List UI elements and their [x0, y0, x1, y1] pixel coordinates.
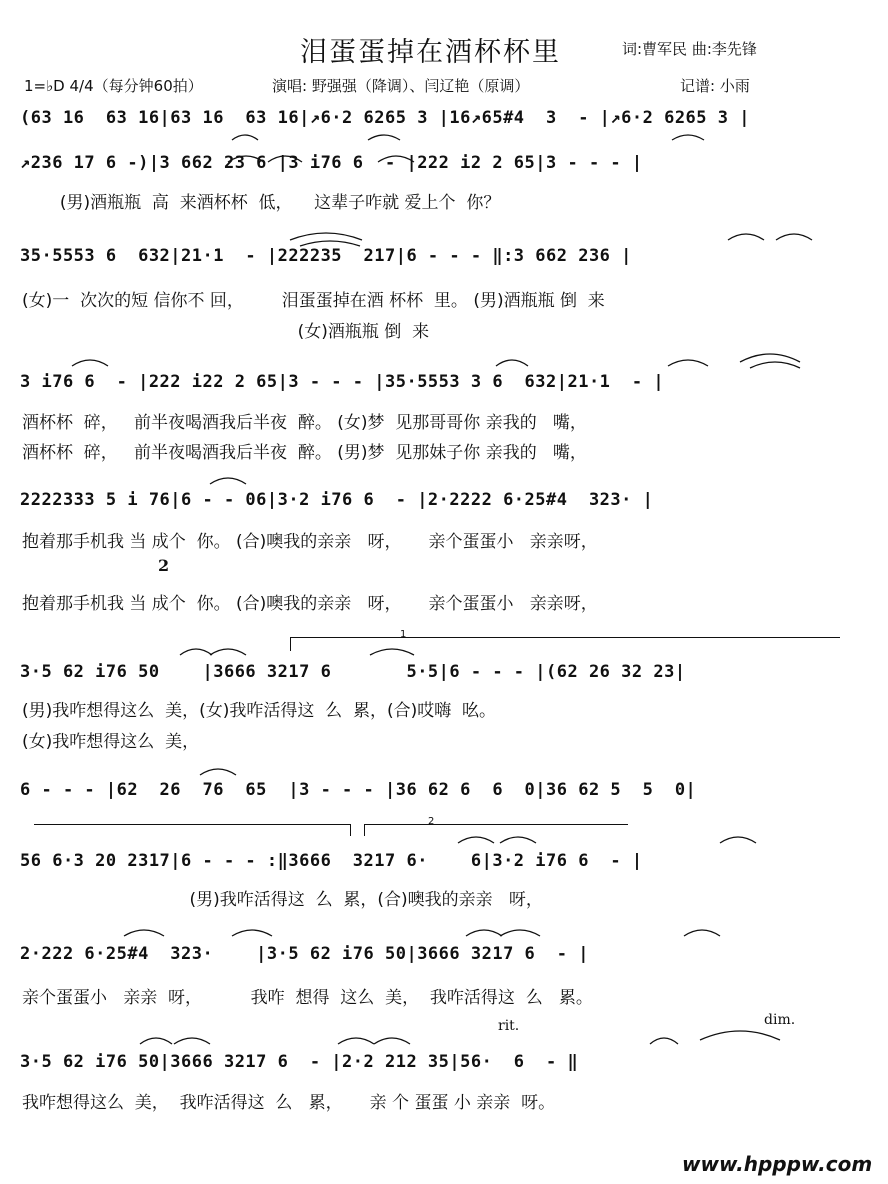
slur [496, 360, 528, 366]
slur [500, 930, 540, 936]
notation-line-7: 6 - - - |62 26 76 65 |3 - - - |36 62 6 6 0|36 62 5 5 0| [20, 780, 697, 800]
notation-line-5: 2222333 5 i 76|6 - - 06|3·2 i76 6 - |2·2222 6·25#4 323· | [20, 490, 654, 510]
slur [290, 233, 362, 240]
slur [232, 930, 272, 936]
notation-line-10: 3·5 62 i76 50|3666 3217 6 - |2·2 212 35|56· 6 - ‖ [20, 1052, 579, 1072]
variant-note: 2 [158, 556, 170, 575]
slur [200, 769, 236, 775]
slur [72, 360, 108, 366]
slur [140, 1038, 172, 1044]
slur [368, 135, 400, 140]
singers: 演唱: 野强强（降调）、闫辽艳（原调） [272, 77, 530, 95]
slur [374, 1038, 410, 1044]
lyric-line-2: (女)一 次次的短 信你不 回， 泪蛋蛋掉在酒 杯杯 里。 (男)酒瓶瓶 倒 来 [22, 291, 605, 311]
lyric-line-10: (男)我咋活得这 么 累，(合)噢我的亲亲 呀， [22, 890, 543, 910]
volta-2-bracket [364, 824, 628, 825]
slur [672, 135, 704, 140]
dim-marking: dim. [764, 1012, 796, 1028]
slur [684, 930, 720, 936]
lyric-line-1: (男)酒瓶瓶 高 来酒杯杯 低， 这辈子咋就 爱上个 你？ [22, 193, 501, 213]
rit-marking: rit. [498, 1018, 520, 1034]
transcriber: 记谱: 小雨 [680, 77, 750, 95]
slur [210, 649, 246, 655]
lyric-line-3: (女)酒瓶瓶 倒 来 [22, 322, 430, 342]
lyric-line-12: 我咋想得这么 美， 我咋活得这 么 累， 亲 个 蛋蛋 小 亲亲 呀。 [22, 1093, 556, 1113]
site-watermark: www.hpppw.com [682, 1152, 873, 1176]
slur [370, 649, 414, 655]
notation-line-4: 3 i76 6 - |222 i22 2 65|3 - - - |35·5553 3 6 632|21·1 - | [20, 372, 665, 392]
slur [500, 837, 536, 843]
notation-line-8: 56 6·3 20 2317|6 - - - :‖3666 3217 6· 6|3·2 i76 6 - | [20, 851, 643, 871]
slur [740, 354, 800, 362]
slur [750, 362, 800, 368]
volta-2-hook [364, 824, 365, 836]
slur [338, 1038, 374, 1044]
notation-line-3: 35·5553 6 632|21·1 - |222235 217|6 - - - ‖:3 662 236 | [20, 246, 632, 266]
key-tempo: 1=♭D 4/4（每分钟60拍） [24, 77, 203, 95]
slur [720, 837, 756, 843]
lyric-line-5: 酒杯杯 碎， 前半夜喝酒我后半夜 醉。 (男)梦 见那妹子你 亲我的 嘴， [22, 443, 587, 463]
volta-1-continuation [34, 824, 350, 825]
slur [180, 649, 212, 655]
slur [210, 478, 246, 484]
notation-line-1: (63 16 63 16|63 16 63 16|↗6·2 6265 3 |16↗65#4 3 - |↗6·2 6265 3 | [20, 108, 750, 128]
slur [232, 135, 258, 140]
volta-1-hook [290, 637, 291, 651]
lyric-line-7: 抱着那手机我 当 成个 你。 (合)噢我的亲亲 呀， 亲个蛋蛋小 亲亲呀， [22, 594, 598, 614]
slur [776, 234, 812, 240]
slur [668, 360, 708, 366]
notation-line-2: ↗236 17 6 -)|3 662 23 6 |3 i76 6 - |222 i2 2 65|3 - - - | [20, 153, 643, 173]
volta-1-bracket [290, 637, 840, 638]
song-title: 泪蛋蛋掉在酒杯杯里 [300, 37, 561, 68]
slur [174, 1038, 210, 1044]
credits: 词:曹军民 曲:李先锋 [622, 40, 757, 58]
volta-1-end [350, 824, 351, 836]
slur [728, 234, 764, 240]
notation-line-9: 2·222 6·25#4 323· |3·5 62 i76 50|3666 3217 6 - | [20, 944, 589, 964]
lyric-line-9: (女)我咋想得这么 美， [22, 732, 200, 752]
volta-2-number: 2 [428, 816, 435, 827]
slur [700, 1031, 780, 1040]
slur [650, 1038, 678, 1044]
lyric-line-8: (男)我咋想得这么 美，(女)我咋活得这 么 累，(合)哎嗨 吆。 [22, 701, 497, 721]
volta-1-number: 1 [400, 629, 407, 640]
slur [458, 837, 494, 843]
lyric-line-11: 亲个蛋蛋小 亲亲 呀， 我咋 想得 这么 美， 我咋活得这 么 累。 [22, 988, 593, 1008]
slur [124, 930, 164, 936]
lyric-line-4: 酒杯杯 碎， 前半夜喝酒我后半夜 醉。 (女)梦 见那哥哥你 亲我的 嘴， [22, 413, 587, 433]
notation-line-6: 3·5 62 i76 50 |3666 3217 6 5·5|6 - - - |(62 26 32 23| [20, 662, 686, 682]
slur [466, 930, 502, 936]
lyric-line-6: 抱着那手机我 当 成个 你。 (合)噢我的亲亲 呀， 亲个蛋蛋小 亲亲呀， [22, 532, 598, 552]
